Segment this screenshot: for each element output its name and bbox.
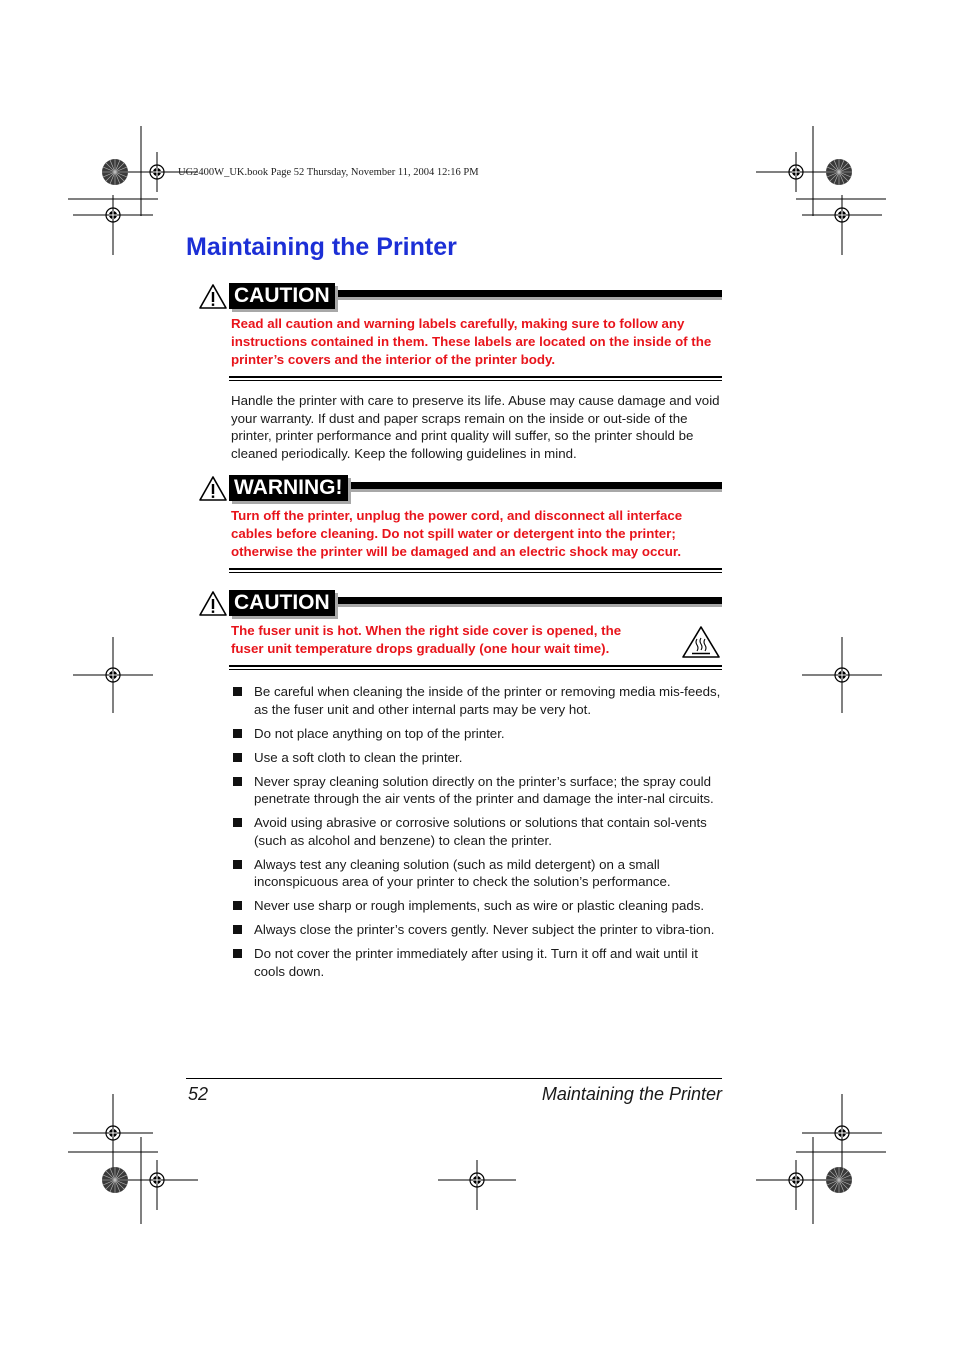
guideline-text: Always close the printer’s covers gently. Never subject the printer to vibra-tion. [254,922,715,938]
guideline-text: Never use sharp or rough implements, such as wire or plastic cleaning pads. [254,898,705,914]
guideline-text: Use a soft cloth to clean the printer. [254,749,463,765]
caution-text: Read all caution and warning labels carefully, making sure to follow any instructions contained in them. These labels are located on the inside of the printer’s covers and the interior of the printer body. [231,316,712,367]
guideline-text: Do not place anything on top of the printer. [254,725,505,741]
caution-label: CAUTION [229,590,335,616]
cleaning-guidelines-list [231,683,723,987]
intro-paragraph: Handle the printer with care to preserve its life. Abuse may cause damage and void your warranty. If dust and paper scraps remain on the inside or out-side of the printer, printer performance and print quality will suffer, so the printer should be cleaned periodically. Keep the following guidelines in mind. [231,393,720,461]
list-item [231,921,723,939]
warning-label: WARNING! [229,475,348,501]
bullet-square-icon [233,729,242,738]
warning-notice [198,475,722,573]
warning-triangle-icon [198,475,228,502]
notice-bottom-rule [229,665,722,670]
color-target-icon [102,1167,128,1193]
color-target-icon [826,1167,852,1193]
list-item [231,725,723,743]
bullet-square-icon [233,818,242,827]
notice-bottom-rule [229,568,722,573]
page-number: 52 [188,1084,209,1104]
guideline-text: Always test any cleaning solution (such as mild detergent) on a small inconspicuous area of your printer to check the solution’s performance. [254,856,671,890]
list-item [231,945,723,980]
color-target-icon [102,159,128,185]
bullet-square-icon [233,949,242,958]
bullet-square-icon [233,901,242,910]
bullet-square-icon [233,753,242,762]
warning-triangle-icon [198,283,228,310]
guideline-text: Be careful when cleaning the inside of the printer or removing media mis-feeds, as the fuser unit and other internal parts may be very hot. [254,684,721,717]
caution-notice-fuser [198,590,722,670]
guideline-text: Do not cover the printer immediately after using it. Turn it off and wait until it cools down. [254,946,698,979]
hot-surface-icon [680,624,722,660]
bullet-square-icon [233,925,242,934]
guideline-text: Never spray cleaning solution directly on the printer’s surface; the spray could penetrate through the air vents of the printer and damage the inter-nal circuits. [254,773,714,807]
print-info-header: UG2400W_UK.book Page 52 Thursday, November 11, 2004 12:16 PM [178,167,479,178]
list-item [231,814,723,849]
list-item [231,749,723,767]
bullet-square-icon [233,777,242,786]
warning-text: Turn off the printer, unplug the power cord, and disconnect all interface cables before cleaning. Do not spill water or detergent into the printer; otherwise the printer will be damaged and an electric shock may occur. [231,508,683,559]
list-item [231,856,723,891]
warning-triangle-icon [198,590,228,617]
bullet-square-icon [233,687,242,696]
page-title: Maintaining the Printer [186,233,457,261]
footer-rule [186,1078,722,1079]
list-item [231,897,723,915]
list-item [231,773,723,808]
color-target-icon [826,159,852,185]
bullet-square-icon [233,860,242,869]
notice-bottom-rule [229,376,722,381]
caution-label: CAUTION [229,283,335,309]
footer-section-title: Maintaining the Printer [541,1084,722,1104]
guideline-text: Avoid using abrasive or corrosive solutions or solutions that contain sol-vents (such as alcohol and benzene) to clean the printer. [254,815,707,848]
list-item [231,683,723,718]
fuser-caution-text: The fuser unit is hot. When the right side cover is opened, the fuser unit temperature drops gradually (one hour wait time). [231,623,622,656]
caution-notice-general [198,283,722,381]
